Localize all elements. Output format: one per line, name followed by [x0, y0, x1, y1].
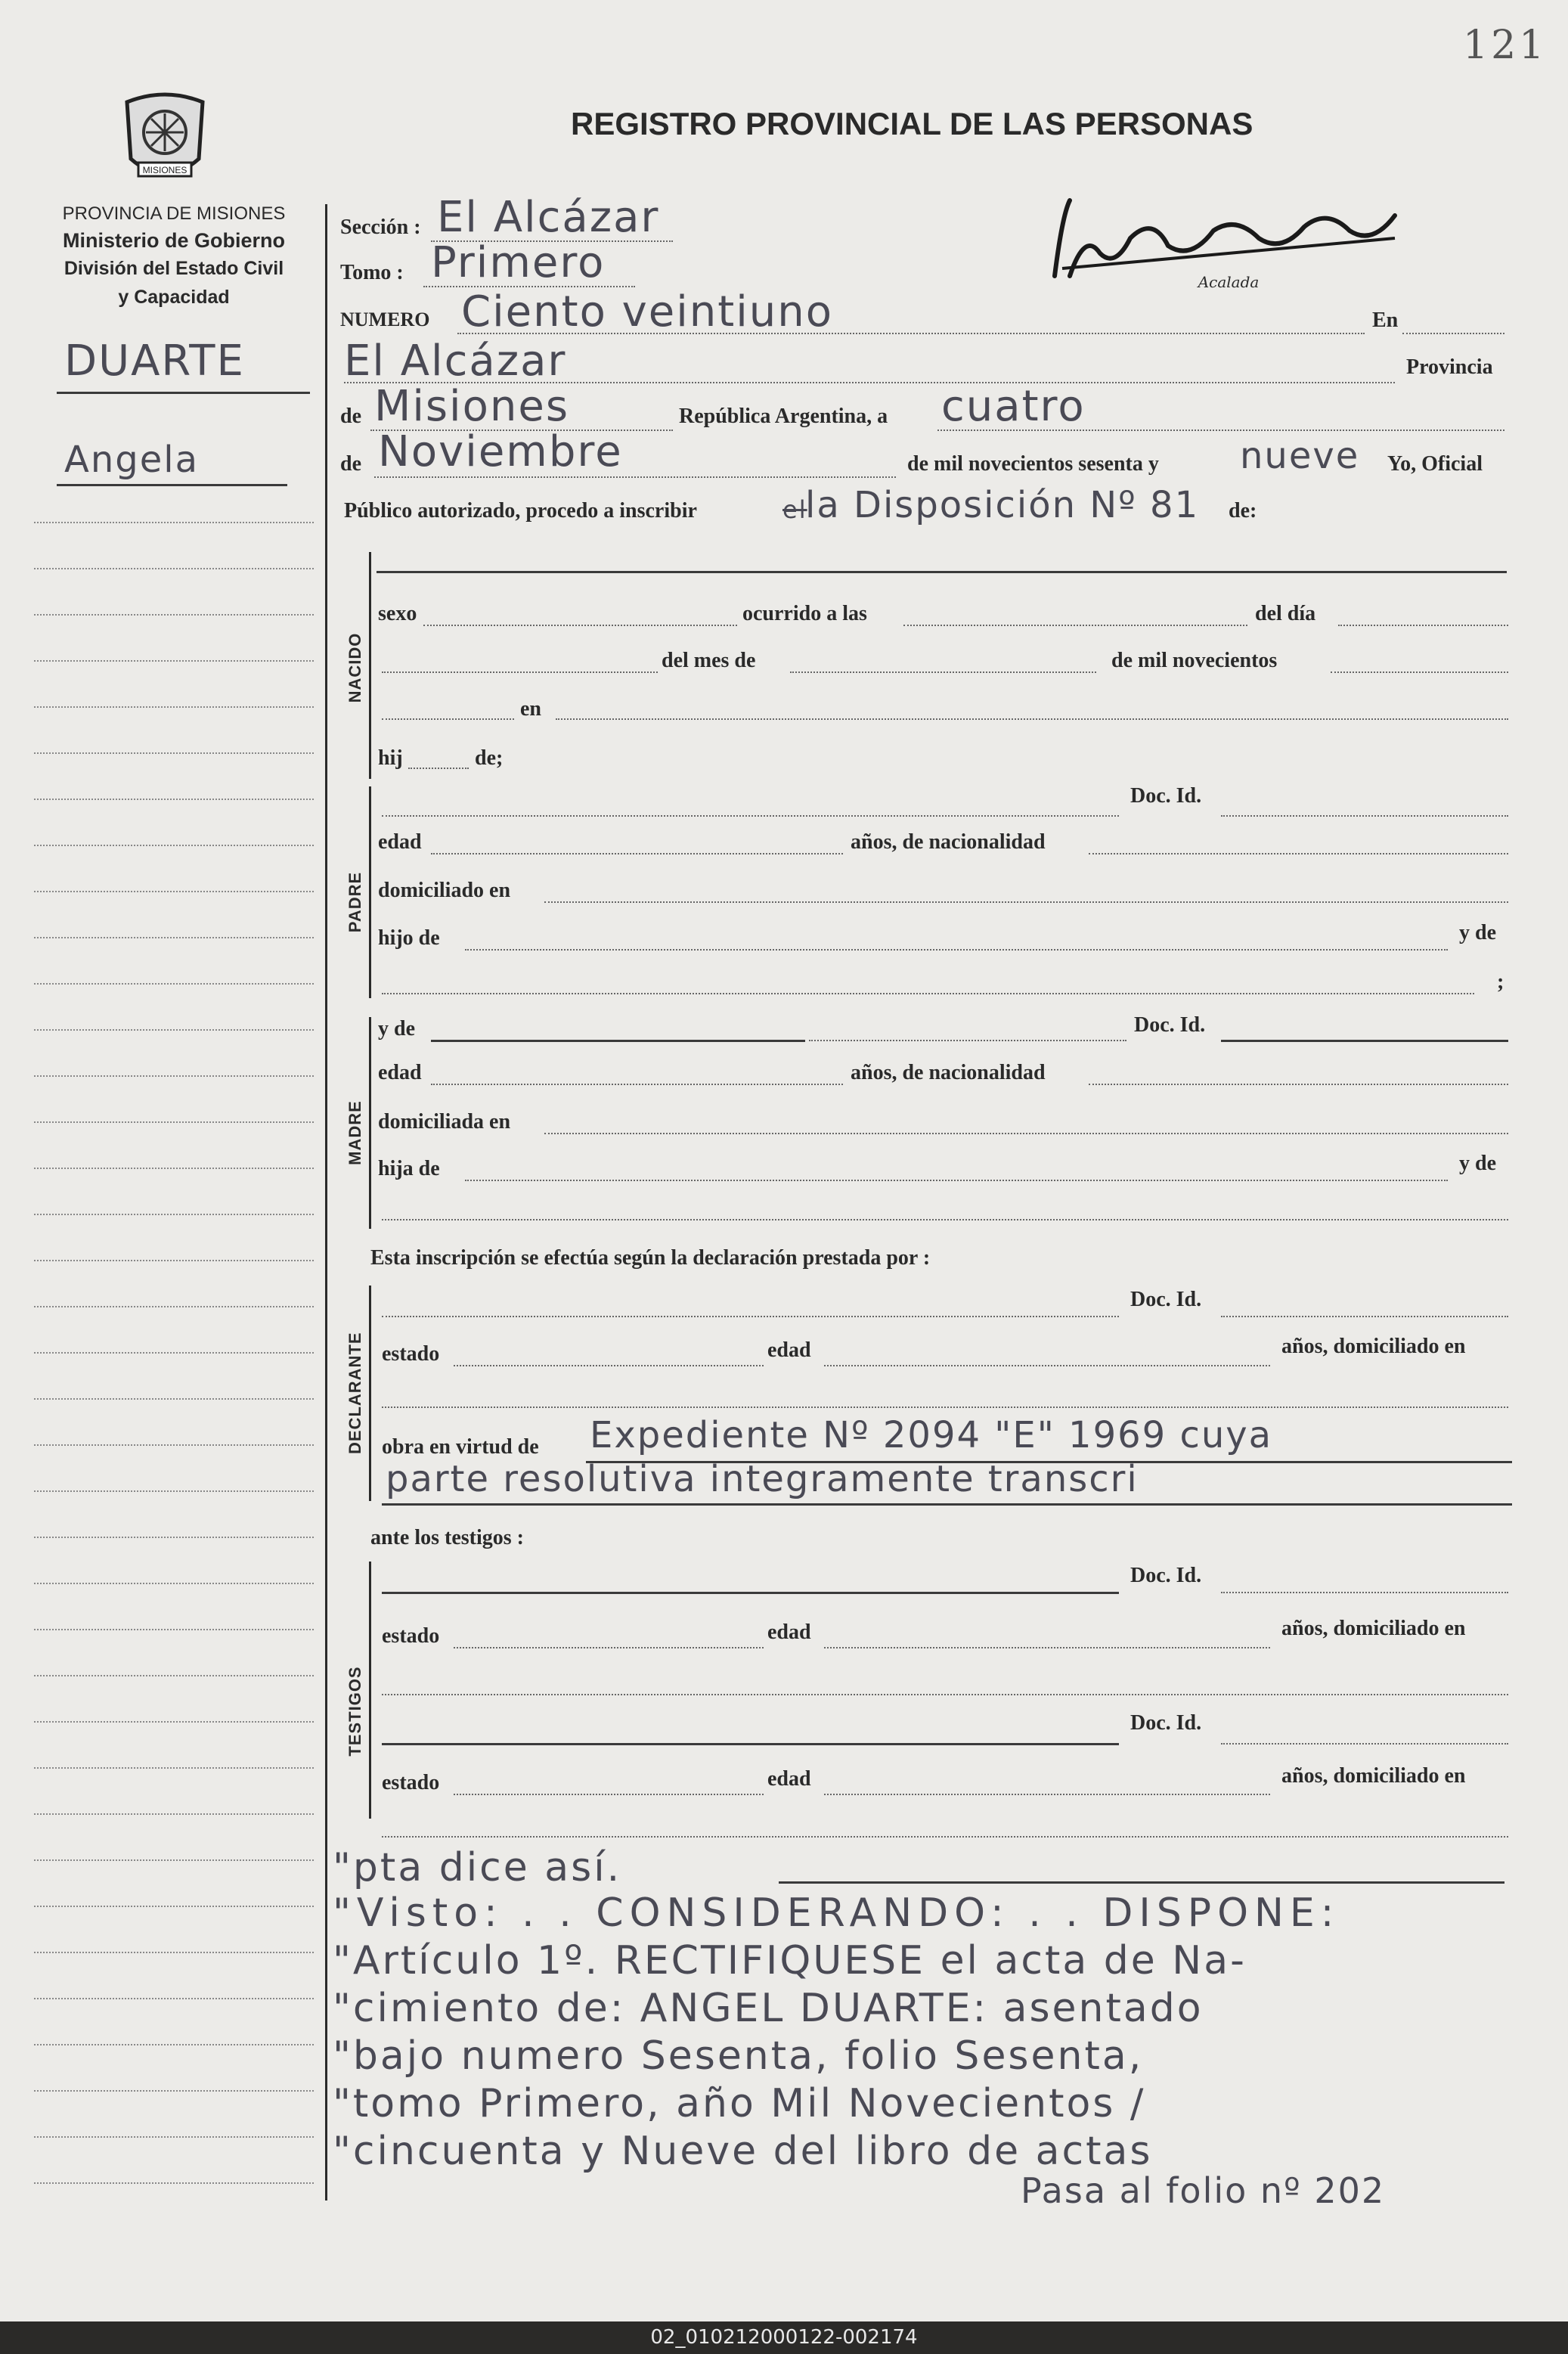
label-de-semi: de;: [475, 746, 504, 770]
seal-text: MISIONES: [142, 165, 187, 175]
margin-rule: [34, 1398, 314, 1400]
registrar-signature: [1040, 185, 1418, 295]
margin-rule: [34, 1121, 314, 1123]
label-ocurrido: ocurrido a las: [742, 602, 867, 625]
label-edad-madre: edad: [378, 1061, 422, 1084]
label-hij: hij: [378, 746, 403, 770]
label-anos-dom-declarante: años, domiciliado en: [1281, 1335, 1466, 1358]
label-en-lc: en: [520, 697, 541, 721]
image-footer: [0, 2321, 1568, 2354]
margin-rule: [34, 1444, 314, 1446]
margin-rule: [34, 1629, 314, 1630]
margin-surname: DUARTE: [64, 337, 245, 386]
margin-rule: [34, 660, 314, 662]
bottom-line-4: "cimiento de: ANGEL DUARTE: asentado: [333, 1986, 1204, 2031]
margin-rule: [34, 983, 314, 985]
label-domiciliada-madre: domiciliada en: [378, 1110, 511, 1134]
label-y-de-madre-2: y de: [1459, 1152, 1496, 1175]
label-doc-id-testigo-1: Doc. Id.: [1130, 1564, 1202, 1587]
margin-rule: [34, 2136, 314, 2138]
label-anos-dom-testigo-1: años, domiciliado en: [1281, 1617, 1466, 1640]
label-mil-novecientos: de mil novecientos sesenta y: [907, 452, 1159, 476]
label-doc-id-madre: Doc. Id.: [1134, 1013, 1206, 1037]
bottom-line-7: "cincuenta y Nueve del libro de actas: [333, 2129, 1153, 2174]
label-esta-inscripcion: Esta inscripción se efectúa según la declaración prestada por :: [370, 1246, 931, 1270]
margin-rule: [34, 1490, 314, 1492]
side-label-madre: MADRE: [346, 1100, 364, 1165]
margin-rule: [34, 1214, 314, 1215]
margin-rule: [34, 1767, 314, 1769]
label-edad-padre: edad: [378, 830, 422, 854]
margin-rule: [34, 1952, 314, 1953]
margin-rule: [34, 1168, 314, 1169]
margin-rule: [34, 1859, 314, 1861]
field-lugar: El Alcázar: [344, 337, 567, 386]
side-label-declarante: DECLARANTE: [346, 1332, 364, 1454]
label-de-colon: de:: [1229, 499, 1257, 523]
label-anos-nac-padre: años, de nacionalidad: [851, 830, 1046, 854]
field-tomo: Primero: [431, 238, 606, 287]
bottom-line-2: "Visto: . . CONSIDERANDO: . . DISPONE:: [333, 1890, 1340, 1936]
margin-rule: [34, 799, 314, 800]
margin-rule: [34, 891, 314, 892]
label-obra: obra en virtud de: [382, 1435, 539, 1459]
label-yo-oficial: Yo, Oficial: [1387, 452, 1483, 476]
label-del-mes: del mes de: [662, 649, 756, 672]
margin-rule: [34, 845, 314, 846]
margin-rule: [34, 2044, 314, 2045]
bottom-line-6: "tomo Primero, año Mil Novecientos /: [333, 2081, 1146, 2126]
field-obra-1: Expediente Nº 2094 "E" 1969 cuya: [590, 1414, 1273, 1456]
side-label-padre: PADRE: [346, 871, 364, 933]
label-republica: República Argentina, a: [679, 405, 888, 428]
side-label-testigos: TESTIGOS: [346, 1666, 364, 1757]
margin-rule: [34, 1721, 314, 1723]
margin-rule: [34, 522, 314, 523]
label-edad-testigo-1: edad: [767, 1621, 811, 1644]
label-ante-testigos: ante los testigos :: [370, 1526, 524, 1549]
label-de-mil-novecientos: de mil novecientos: [1111, 649, 1278, 672]
field-obra-2: parte resolutiva integramente transcri: [386, 1458, 1139, 1500]
issuer-line-3: División del Estado Civil: [64, 258, 284, 279]
label-y-de-madre: y de: [378, 1017, 415, 1041]
field-inscribir: la Disposición Nº 81: [805, 484, 1200, 526]
label-provincia: Provincia: [1406, 355, 1493, 379]
margin-rule: [34, 2090, 314, 2092]
label-y-de-padre: y de: [1459, 921, 1496, 944]
issuer-block: [23, 201, 325, 312]
field-anio: nueve: [1240, 435, 1360, 477]
margin-given-name: Angela: [64, 439, 200, 481]
margin-divider: [325, 204, 327, 2200]
label-anos-nac-madre: años, de nacionalidad: [851, 1061, 1046, 1084]
margin-rule: [34, 706, 314, 708]
label-domiciliado-padre: domiciliado en: [378, 879, 511, 902]
margin-rule: [34, 1306, 314, 1307]
signature-name: Acalada: [1198, 273, 1260, 291]
margin-rule: [34, 1906, 314, 1907]
label-doc-id-testigo-2: Doc. Id.: [1130, 1711, 1202, 1735]
field-dia: cuatro: [941, 382, 1086, 431]
field-numero: Ciento veintiuno: [461, 287, 834, 337]
label-hijo-de: hijo de: [378, 926, 440, 950]
page-title: REGISTRO PROVINCIAL DE LAS PERSONAS: [571, 106, 1253, 141]
issuer-line-2: Ministerio de Gobierno: [62, 229, 286, 252]
label-en: En: [1372, 309, 1399, 332]
margin-rule: [34, 1998, 314, 1999]
margin-rule: [34, 1352, 314, 1354]
margin-rule: [34, 937, 314, 938]
label-estado-testigo-2: estado: [382, 1771, 440, 1794]
struck-word: el: [782, 495, 807, 524]
margin-rule: [34, 614, 314, 616]
margin-rule: [34, 2182, 314, 2184]
margin-rule: [34, 752, 314, 754]
bottom-line-1: "pta dice así.: [333, 1845, 622, 1890]
label-de-2: de: [340, 452, 361, 476]
label-tomo: Tomo :: [340, 261, 404, 284]
label-edad-testigo-2: edad: [767, 1767, 811, 1791]
margin-rule: [34, 1029, 314, 1031]
issuer-line-4: y Capacidad: [118, 287, 230, 308]
margin-rule: [34, 1813, 314, 1815]
margin-rule: [34, 1537, 314, 1538]
issuer-line-1: PROVINCIA DE MISIONES: [62, 203, 286, 224]
field-provincia: Misiones: [374, 382, 569, 431]
margin-rule: [34, 1260, 314, 1261]
label-doc-id-declarante: Doc. Id.: [1130, 1288, 1202, 1311]
margin-rule: [34, 1675, 314, 1676]
bottom-line-5: "bajo numero Sesenta, folio Sesenta,: [333, 2033, 1144, 2079]
label-anos-dom-testigo-2: años, domiciliado en: [1281, 1764, 1466, 1788]
side-label-nacido: NACIDO: [346, 632, 364, 703]
footer-id: 02_010212000122-002174: [650, 2326, 918, 2349]
margin-rule: [34, 568, 314, 569]
provincial-seal: [119, 87, 210, 197]
margin-rule: [34, 1583, 314, 1584]
bottom-line-3: "Artículo 1º. RECTIFIQUESE el acta de Na-: [333, 1938, 1247, 1983]
label-estado-testigo-1: estado: [382, 1624, 440, 1648]
label-del-dia: del día: [1255, 602, 1316, 625]
semicolon-padre: ;: [1497, 970, 1504, 994]
field-seccion: El Alcázar: [437, 193, 660, 242]
label-sexo: sexo: [378, 602, 417, 625]
pasa-al-folio: Pasa al folio nº 202: [1021, 2170, 1386, 2211]
label-seccion: Sección :: [340, 216, 421, 239]
field-mes: Noviembre: [378, 427, 623, 476]
label-edad-declarante: edad: [767, 1338, 811, 1362]
label-estado-declarante: estado: [382, 1342, 440, 1366]
margin-rule: [34, 1075, 314, 1077]
label-doc-id-padre: Doc. Id.: [1130, 784, 1202, 808]
label-de-1: de: [340, 405, 361, 428]
label-numero: NUMERO: [340, 309, 430, 330]
label-hija-de: hija de: [378, 1157, 440, 1180]
page-number: 121: [1463, 23, 1548, 68]
label-publico: Público autorizado, procedo a inscribir: [344, 499, 697, 523]
